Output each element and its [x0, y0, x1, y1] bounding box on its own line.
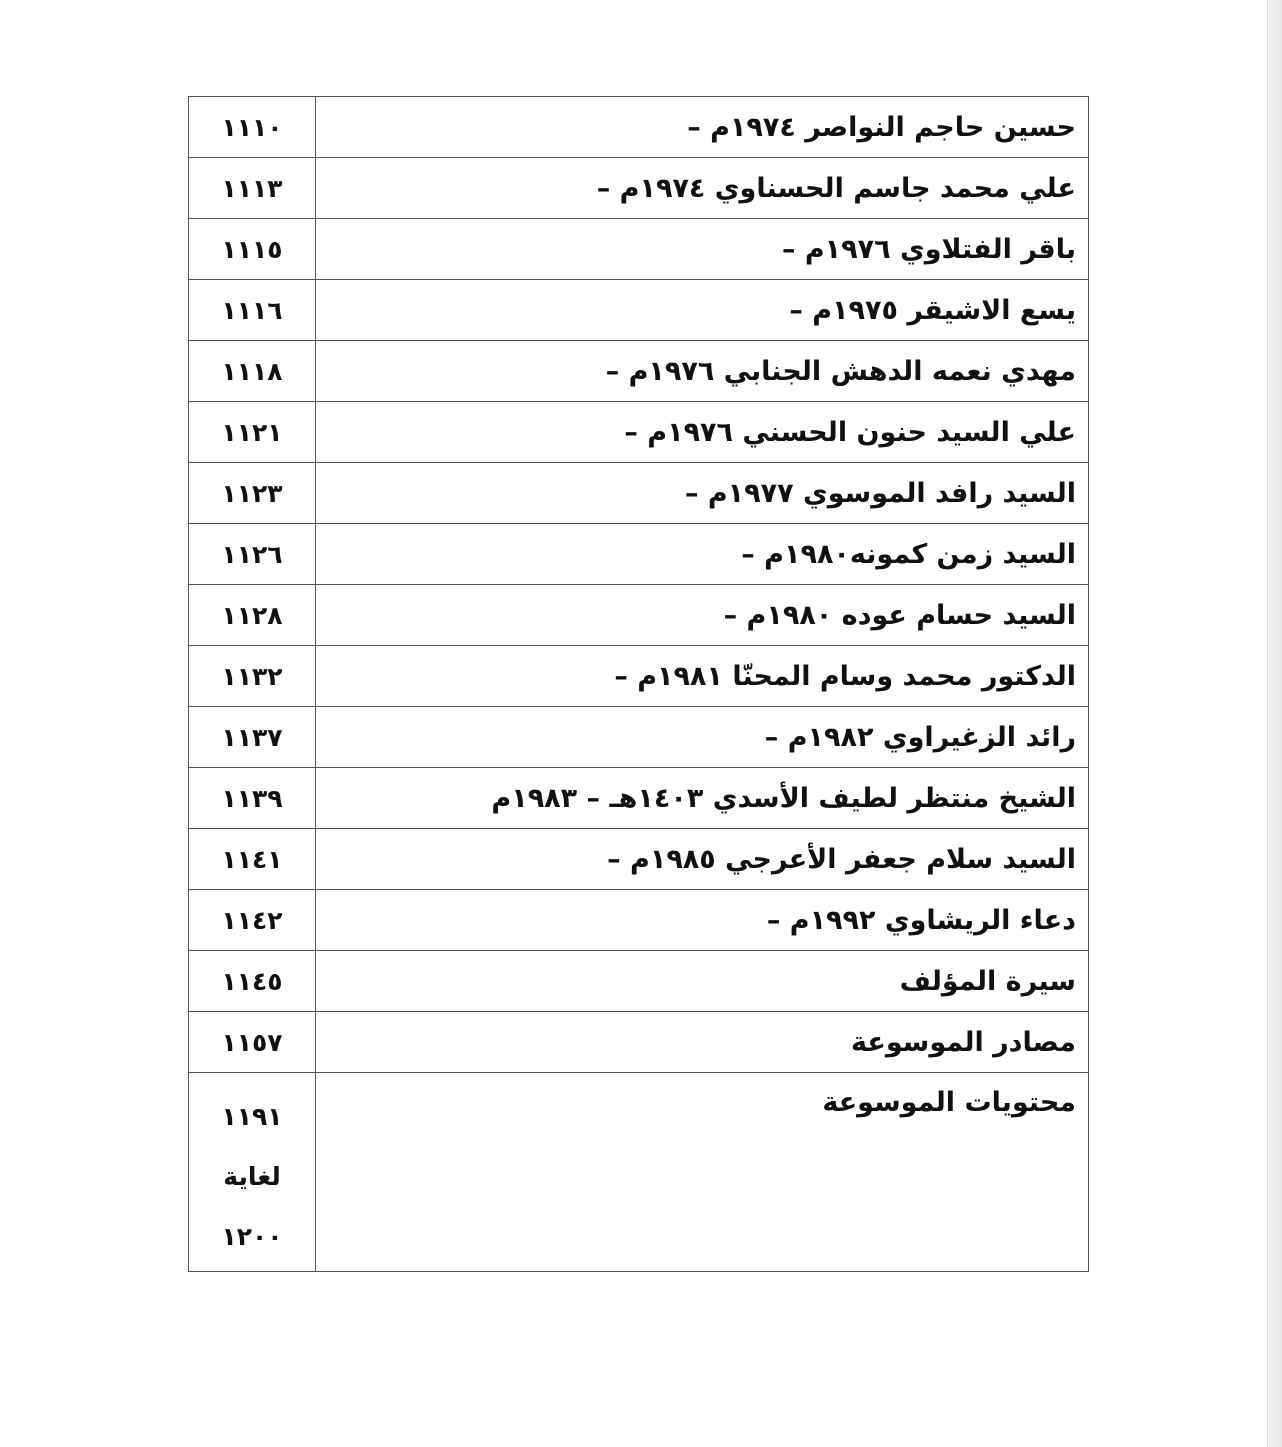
page-edge	[1267, 0, 1282, 1447]
toc-row-last	[189, 1073, 1089, 1272]
toc-page-cell	[189, 524, 316, 585]
toc-page-cell	[189, 463, 316, 524]
toc-page-cell	[189, 890, 316, 951]
toc-title-cell	[316, 158, 1089, 219]
toc-row	[189, 158, 1089, 219]
toc-row	[189, 402, 1089, 463]
toc-row	[189, 524, 1089, 585]
toc-row	[189, 463, 1089, 524]
toc-page-number: ١١١٠	[221, 112, 283, 142]
toc-table	[188, 96, 1089, 1272]
toc-page-number: ١١٤٥	[221, 966, 283, 996]
toc-page-cell	[189, 1012, 316, 1073]
toc-page-to-label: لغاية	[223, 1162, 281, 1191]
toc-page-cell	[189, 280, 316, 341]
toc-title: مهدي نعمه الدهش الجنابي ١٩٧٦م –	[605, 355, 1076, 387]
toc-title: علي السيد حنون الحسني ١٩٧٦م –	[624, 416, 1076, 448]
toc-title: علي محمد جاسم الحسناوي ١٩٧٤م –	[596, 172, 1076, 204]
toc-row	[189, 768, 1089, 829]
toc-title-cell	[316, 463, 1089, 524]
toc-page-to: ١٢٠٠	[221, 1222, 283, 1251]
toc-page-number: ١١٢١	[221, 417, 283, 447]
toc-title-cell	[316, 707, 1089, 768]
toc-page-cell	[189, 341, 316, 402]
toc-title: رائد الزغيراوي ١٩٨٢م –	[764, 721, 1076, 753]
toc-page-number: ١١١٥	[221, 234, 283, 264]
toc-row	[189, 219, 1089, 280]
toc-title: مصادر الموسوعة	[851, 1026, 1076, 1058]
toc-row	[189, 646, 1089, 707]
toc-title: السيد سلام جعفر الأعرجي ١٩٨٥م –	[607, 843, 1076, 875]
toc-page-number: ١١١٨	[221, 356, 283, 386]
toc-title-cell	[316, 280, 1089, 341]
toc-title: الدكتور محمد وسام المحنّا ١٩٨١م –	[614, 660, 1076, 692]
toc-title-cell	[316, 341, 1089, 402]
toc-page-number: ١١٥٧	[221, 1027, 283, 1057]
toc-row	[189, 280, 1089, 341]
toc-row	[189, 890, 1089, 951]
toc-title: السيد رافد الموسوي ١٩٧٧م –	[684, 477, 1076, 509]
toc-title-cell	[316, 1073, 1089, 1272]
toc-title: باقر الفتلاوي ١٩٧٦م –	[781, 233, 1076, 265]
toc-title: السيد زمن كمونه١٩٨٠م –	[741, 538, 1076, 570]
toc-page-number: ١١٢٨	[221, 600, 283, 630]
toc-title: الشيخ منتظر لطيف الأسدي ١٤٠٣هـ – ١٩٨٣م	[491, 782, 1076, 814]
toc-row	[189, 707, 1089, 768]
toc-title-cell	[316, 768, 1089, 829]
toc-title-cell	[316, 585, 1089, 646]
toc-title: محتويات الموسوعة	[822, 1087, 1076, 1118]
toc-title: حسين حاجم النواصر ١٩٧٤م –	[687, 111, 1076, 143]
toc-title-cell	[316, 890, 1089, 951]
toc-row	[189, 585, 1089, 646]
toc-page-number: ١١٣٢	[221, 661, 283, 691]
toc-title: يسع الاشيقر ١٩٧٥م –	[789, 294, 1076, 326]
toc-page-cell	[189, 951, 316, 1012]
toc-body	[189, 97, 1089, 1272]
toc-row	[189, 1012, 1089, 1073]
toc-title-cell	[316, 646, 1089, 707]
toc-title-cell	[316, 951, 1089, 1012]
toc-page-cell	[189, 402, 316, 463]
toc-row	[189, 951, 1089, 1012]
toc-page-cell	[189, 1073, 316, 1272]
toc-title: دعاء الريشاوي ١٩٩٢م –	[766, 904, 1076, 936]
toc-page-from: ١١٩١	[221, 1102, 283, 1131]
toc-page-number: ١١٣٩	[221, 783, 283, 813]
toc-page-cell	[189, 158, 316, 219]
toc-title: السيد حسام عوده ١٩٨٠م –	[723, 599, 1076, 631]
toc-title-cell	[316, 1012, 1089, 1073]
toc-page-number: ١١٤١	[221, 844, 283, 874]
toc-page-cell	[189, 219, 316, 280]
toc-page-number: ١١٣٧	[221, 722, 283, 752]
toc-page-number: ١١٤٢	[221, 905, 283, 935]
toc-page-number: ١١١٦	[221, 295, 283, 325]
toc-title: سيرة المؤلف	[899, 965, 1076, 997]
toc-page-cell	[189, 646, 316, 707]
toc-page-number: ١١١٣	[221, 173, 283, 203]
toc-title-cell	[316, 402, 1089, 463]
toc-row	[189, 829, 1089, 890]
toc-row	[189, 97, 1089, 158]
toc-title-cell	[316, 524, 1089, 585]
toc-page-number: ١١٢٣	[221, 478, 283, 508]
toc-page-cell	[189, 97, 316, 158]
toc-page-cell	[189, 707, 316, 768]
toc-row	[189, 341, 1089, 402]
toc-page-cell	[189, 585, 316, 646]
toc-page-cell	[189, 829, 316, 890]
toc-title-cell	[316, 97, 1089, 158]
toc-title-cell	[316, 829, 1089, 890]
toc-page-number: ١١٢٦	[221, 539, 283, 569]
toc-page-cell	[189, 768, 316, 829]
toc-title-cell	[316, 219, 1089, 280]
